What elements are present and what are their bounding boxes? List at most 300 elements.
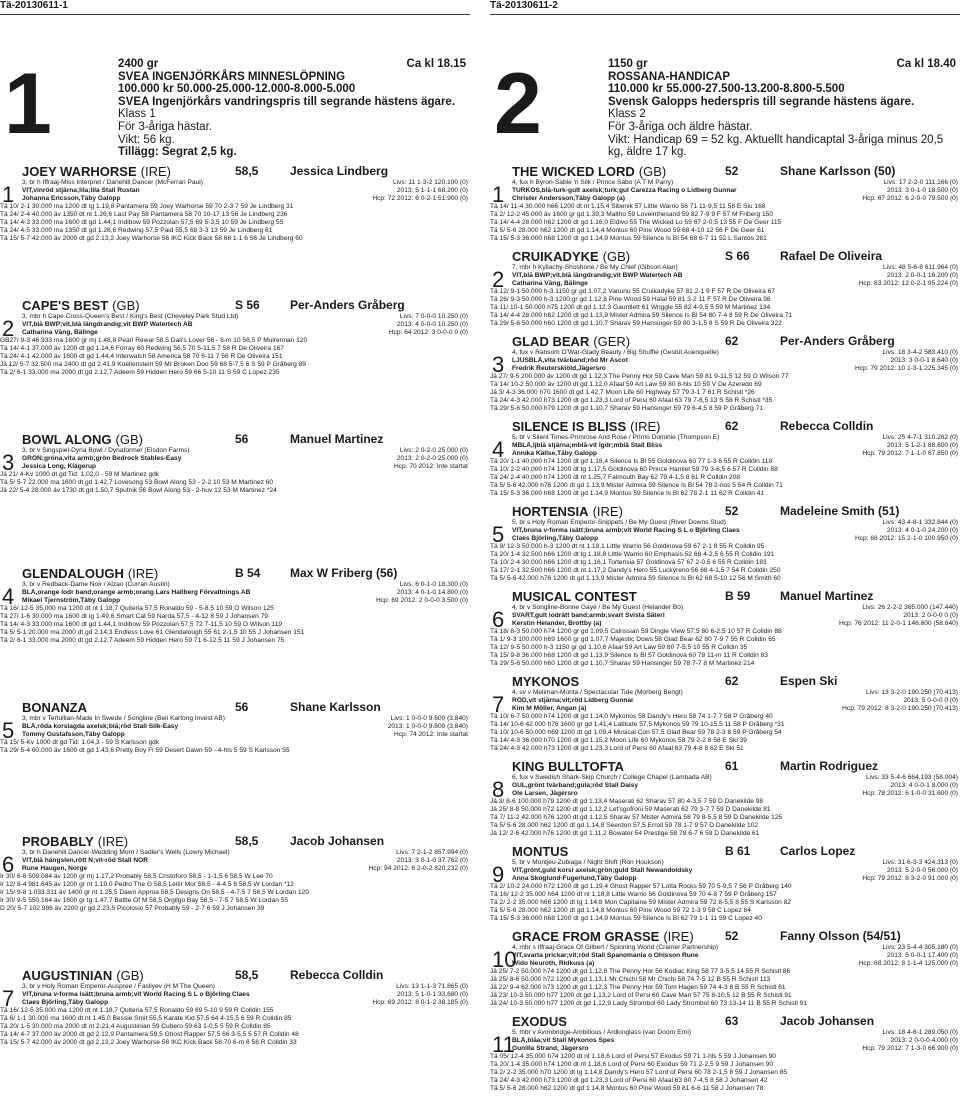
horse-weight: 56 <box>235 700 249 714</box>
horse-name-row <box>0 566 470 581</box>
horse-pedigree: 4, br v Songline-Bonne Gayé / Be My Guest (Helander Bo) <box>512 604 684 611</box>
horse-name: PROBABLY <box>22 834 94 849</box>
horse-name: GLAD BEAR <box>512 334 590 349</box>
horse-pedigree: 4, fux v Ransom O'War-Glady Beauty / Big Shuffle (Gestüt Auenquelle) <box>512 349 719 356</box>
start-row: Tä 10/ 10-6 50.000 h69 1200 dt gd 1.09,4 Musical Con 57,5 Glad Bear 59 78 2-3 8 59 P Gråberg 54 <box>490 729 782 736</box>
start-row: Tä 14/ 4-4 28.000 h62 1200 dt gd 1.13,9 Mister Admira 59 Silence Is Bl 54 80 7-4 8 59 R De Oliveira 71 <box>490 312 793 319</box>
horse-info-row <box>490 434 960 442</box>
horse-jockey: Manuel Martinez <box>290 432 384 446</box>
horse-name-row <box>490 1014 960 1029</box>
horse-livs: Livs: 31 6-3-3 424.313 (0) <box>882 859 958 866</box>
start-row: Tä 5/ 5-6 28.000 h62 1200 dt gd 1.14,8 Montus 60 Pine Wood 59 72 1-3 9 58 C Lopez 84 <box>490 907 751 914</box>
race-distance: 2400 gr <box>118 58 159 70</box>
horse-name-row <box>490 504 960 519</box>
horse-pedigree: 7, mbr h Kyllachy-Shoshone / Be My Chief (Gibson Alan) <box>512 264 678 271</box>
horse-info-row <box>490 689 960 697</box>
horse-hcp: Hcp: 68 2012: 15 2-1-0 100.950 (0) <box>854 535 958 542</box>
start-row: Tä 15/ 5-7 42.000 äv 2000 dt gd 2.13,2 Joey Warhorse 56 IKC Kick Back 58 68 1-1 6 56 Je Lindberg 60 <box>0 235 303 242</box>
horse-origin: (GB) <box>115 432 143 447</box>
horse-livs: Livs: 18 3-4-2 583.410 (0) <box>882 349 958 356</box>
start-row: Tä 11/ 10-1 50.000 h75 1200 dt gd 1.12,3 Gauntlett 61 Wriggle 55 82 4-9,5 5 59 M Martinez 134 <box>490 304 771 311</box>
page-header <box>490 0 960 12</box>
horse-info-row <box>0 321 470 329</box>
race-header <box>0 58 470 158</box>
start-row: Tä 2/ 6-1 33.000 ma 2000 dt gd 2.12,7 Adeem 59 Hidden Hero 59 66 5-10 11 S 59 C Lopez 235 <box>0 369 280 376</box>
horse-number: 8 <box>492 777 505 802</box>
horse-info-row <box>490 612 960 620</box>
horse-info-row <box>490 365 960 373</box>
race-time: Ca kl 18.15 <box>406 58 466 70</box>
horse-colors: GUL,grönt tvärband;gula;röd Stall Daisy <box>512 782 639 789</box>
horse-colors: VIT,bruna v-forma isätt;bruna armb;vit World Racing S L o Björling Claes <box>22 991 250 998</box>
horse-info-row <box>490 697 960 705</box>
horse-entry <box>490 249 960 334</box>
horse-jockey: Espen Ski <box>780 674 838 688</box>
start-row: Tä 5/ 5-6 28.000 h62 1200 dt gd 1.14,8 Montus 60 Pine Wood 59 81 6-6 11 58 J Johansen 78 <box>490 1085 764 1092</box>
horse-number: 9 <box>492 862 505 887</box>
horse-jockey: Manuel Martinez <box>780 589 874 603</box>
start-row: Tä 1/ 9-3 100.000 h69 1600 gr gd 1.07,7 Majestic Dows 58 Glad Bear 62 80 7-9 7 55 R Colldin 65 <box>490 636 776 643</box>
horse-weight: 58,5 <box>235 834 259 848</box>
horse-colors: VIT,blå BWP;vit,blå längdrandig;vit BWP Watertech AB <box>22 321 193 328</box>
start-row: Tä 5/ 5-6 42.000 h76 1200 dt gd 1.13,9 Mister Admira 59 Silence Is Bl 62 68 5-10 12 56 M Smith 60 <box>490 575 781 582</box>
start-row: Tä 2/ 12-2 45.000 äv 1600 gr gd 1.39,3 Maltho 59 Loveinthesand 59 82 7-9 9 F 57 M Friberg 150 <box>490 211 773 218</box>
horse-info-row <box>0 455 470 463</box>
race-distance: 1150 gr <box>608 58 648 70</box>
horse-y2013: 2013: 5 1-1-1 68.200 (0) <box>396 187 468 194</box>
race-prizes: 100.000 kr 50.000-25.000-12.000-8.000-5.000 <box>118 83 356 96</box>
horse-y2013: 2013: 2 0-0-0 4.000 (0) <box>890 1037 958 1044</box>
horse-name: GRACE FROM GRASSE <box>512 929 660 944</box>
horse-jockey: Max W Friberg (56) <box>290 566 398 580</box>
horse-entry <box>0 700 470 834</box>
horse-info-row <box>490 790 960 798</box>
horse-info-row <box>0 865 470 873</box>
start-row: Tä 15/ 5-3 36.000 h68 1200 dt gd 1.14,9 Montus 59 Silence Is Bl 62 78 2-1 11 62 R Colldin 41 <box>490 490 765 497</box>
horse-info-row <box>490 195 960 203</box>
horse-hcp: Hcp: 70 2012: Inte startat <box>393 463 468 470</box>
start-row: Jä 21/ 4-Kv 1000 dt gd Tid: 1.02,0 - 59 M Martinez gdk <box>0 471 160 478</box>
horse-info-row <box>490 782 960 790</box>
horse-y2013: 2013: 5 0-0-0 0 (0) <box>903 697 958 704</box>
horse-name-row <box>490 674 960 689</box>
horse-pedigree: 5, br v Silent Times-Primrose And Rose / Primo Dominie (Thompson E) <box>512 434 720 441</box>
horse-number: 1 <box>492 182 505 207</box>
horse-info-row <box>0 983 470 991</box>
horse-info-row <box>490 774 960 782</box>
horse-hcp: Hcp: 67 2012: 6 2-0-0 79.500 (0) <box>862 195 958 202</box>
horse-name-row <box>490 249 960 264</box>
horse-name: AUGUSTINIAN <box>22 968 113 983</box>
horse-number: 4 <box>492 437 505 462</box>
horse-name: EXODUS <box>512 1014 567 1029</box>
horse-origin: (GB) <box>112 298 140 313</box>
horse-colors: MBLÅ,ljblå stjärna;mblå-vit lgdr;mblå Stall Bliss <box>512 442 663 449</box>
horse-colors: GRÖN;gröna,vita armb;grön Bedrock Stables-Easy <box>22 455 182 462</box>
horse-name-row <box>490 929 960 944</box>
horse-hcp: Hcp: 79 2012: 7 1-1-0 67.850 (0) <box>862 450 958 457</box>
horse-entry <box>490 419 960 504</box>
header-rule <box>0 14 470 15</box>
horse-info-row <box>490 187 960 195</box>
horse-number: 1 <box>2 182 15 207</box>
horse-trainer: Jessica Long, Klägerup <box>22 463 97 470</box>
horse-name: HORTENSIA <box>512 504 589 519</box>
start-row: Tä 18/ 8-3 50.000 h74 1200 gr gd 1.09,5 Calrissian 59 Dingle View 57,5 80 6-2,5 10 57 R Colldin 88 <box>490 628 782 635</box>
horse-info-row <box>0 589 470 597</box>
start-row: Tä 15/ 5-7 42.000 äv 2000 dt gd 2.13,2 Joey Warhorse 56 IKC Kick Back 58 70 6-m 6 58 R Colldin 33 <box>0 1039 297 1046</box>
start-row: Tä 15/ 5-3 36.000 h68 1200 dt gd 1.14,9 Montus 59 Silence Is Bl 54 68 6-7 11 52 L Santos 281 <box>490 235 767 242</box>
horse-weight: 58,5 <box>235 164 259 178</box>
horse-colors: BLÅ,röda korslagda axelsk;blå;röd Stall Silk-Easy <box>22 723 179 730</box>
start-row: Tä 10/ 2-1 30.000 ma 1200 dt tg 1.19,8 Pantamera 59 Joey Warhorse 59 70 2-3 7 59 Je Lindberg 31 <box>0 203 294 210</box>
horse-pedigree: 4, fux h Byron-Sable 'n Silk / Prince Sabo (A T M Parry) <box>512 179 674 186</box>
start-row: Tä 5/ 5-6 28.000 h62 1200 dt gd 1.14,4 Montus 60 Pine Wood 59 68 4-10 12 56 F De Geer 61 <box>490 227 765 234</box>
start-row: Tä 20/ 1-1 40.000 h74 1200 dt gd 1.18,4 Silence Is Bl 55 Goldinova 60 77 1-3 6 55 R Colldin 118 <box>490 458 773 465</box>
start-row: Ir 30/ 6-6 509.084 äv 1200 gr mj 1.17,2 Probably 58,5 Cristoforo 58,5 - 1-1,5 6 58,5 W Lee 70 <box>0 873 273 880</box>
horse-list <box>0 164 470 1102</box>
start-row: Ir 30/ 9-5 550.164 äv 1600 gr tg 1.47,7 Battle Of M 58,5 Orgilgo Bay 58,5 - 7-5 7 58,5 W Lordan 55 <box>0 897 289 904</box>
horse-livs: Livs: 23 5-4-4 305.180 (0) <box>882 944 958 951</box>
horse-name-row <box>0 432 470 447</box>
horse-name: GLENDALOUGH <box>22 566 124 581</box>
race-weight: Vikt: 56 kg. <box>118 133 175 146</box>
horse-jockey: Rebecca Colldin <box>290 968 384 982</box>
horse-pedigree: 3, br h Iffraaj-Miss Interpret / Danehill Dancer (McFerran Paul) <box>22 179 203 186</box>
horse-name-row <box>490 844 960 859</box>
start-row: Tä 24/ 4-3 42.000 h73 1200 dt gd 1.23,3 Lord of Persi 60 Afaal 63 79 7-6,5 13 S 58 R Schistl *35 <box>490 397 773 404</box>
horse-origin: (IRE) <box>127 566 159 581</box>
start-row: Jä 24/ 10-3 50.000 h77 1200 dt gd 1.12,9 Lady Strombol 60 Lady Strombol 60 73 13-14 11 B 55 R Schistl 91 <box>490 1000 807 1007</box>
horse-info-row <box>490 944 960 952</box>
horse-y2013: 2013: 5 1-0-1 33.680 (0) <box>396 991 468 998</box>
horse-name: MUSICAL CONTEST <box>512 589 637 604</box>
start-row: Tä 14/ 4-4 28.000 h62 1200 dt gd 1.16,0 Eldivo 55 The Wicked Lo 55 67 2-0,5 13 55 F De Geer 115 <box>490 219 782 226</box>
horse-colors: TURKOS,blå-turk-gult axelsk;turk;gul Carezza Racing o Lidberg Gunnar <box>512 187 737 194</box>
horse-trainer: Anna Skoglund-Fugerlund,Täby Galopp <box>512 875 637 882</box>
start-row: Jä 27/ 9-5 200.000 äv 1200 dt gd 1.12,3 The Penny Hor 59 Cave Man 59 81 9-11,5 12 59 O Wilson 77 <box>490 373 789 380</box>
horse-pedigree: 4, sv v Meliman-Monta / Spectacular Tide (Morberg Bengt) <box>512 689 683 696</box>
horse-hcp: Hcp: 69 2012: 8 0-1-2 38.185 (0) <box>372 999 468 1006</box>
horse-livs: Livs: 43 4-8-1 332.844 (0) <box>882 519 958 526</box>
horse-jockey: Jessica Lindberg <box>290 164 389 178</box>
horse-trainer: Fredrik Reuterskiöld,Jägersro <box>512 365 606 372</box>
start-row: Tä 15/ 5-Kv 1000 dt gd Tid: 1.04,3 - 59 S Karlsson gdk <box>0 739 160 746</box>
horse-number: 2 <box>2 316 15 341</box>
horse-colors: BLÅ,orange lodr band;orange armb;orang Lars Hallberg Förvaltnings AB <box>22 589 251 596</box>
horse-pedigree: 5, br s Holy Roman Emperor-Snippets / Be My Guest (River Downs Stud) <box>512 519 727 526</box>
horse-jockey: Shane Karlsson <box>290 700 381 714</box>
horse-weight: B 61 <box>725 844 751 858</box>
start-row: Tä 2/ 6-1 33.000 ma 2000 dt gd 2.12,7 Adeem 59 Hidden Hero 59 71 6-12,5 11 59 J Johansen 75 <box>0 637 285 644</box>
start-row: Jä 22/ 5-4 28.000 äv 1730 dt gd 1.50,7 Sputnik 56 Bowl Along 53 - 2-huv 12 53 M Martinez *24 <box>0 487 277 494</box>
horse-origin: (IRE) <box>97 834 129 849</box>
start-row: D 20/ 5-7 102.986 äv 2200 gr gd 2.23,5 Picolosio 57 Probably 59 - 2-7 6 59 J Johansen 39 <box>0 905 265 912</box>
start-row: Tä 5/ 5-1 20.000 ma 2000 dt gd 2.14,3 Endless Love 61 Glendalough 55 61 2-1,5 10 55 J Johansen 151 <box>0 629 305 636</box>
horse-trainer: Catharina Vång, Bälinge <box>512 280 588 287</box>
horse-colors: VIT,bruna v-forma isätt;bruna armb;vit World Racing S L o Björling Claes <box>512 527 740 534</box>
horse-livs: Livs: 33 5-4-6 664.193 (58.004) <box>865 774 958 781</box>
horse-entry <box>0 298 470 432</box>
horse-hcp: Hcp: 83 2012: 12 0-2-1 95.224 (0) <box>858 280 958 287</box>
horse-hcp: Hcp: 69 2012: 2 0-0-0 3.500 (0) <box>375 597 468 604</box>
start-row: Tä 14/ 4-3 33.000 ma 1600 dt gd 1.44,1 Indibow 59 Pozzolan 57,5 69 5-3,5 10 59 Je Lindberg 55 <box>0 219 284 226</box>
horse-jockey: Jacob Johansen <box>290 834 385 848</box>
start-row: Tä 16/ 12-2 35.000 h64 1200 dt nt 1.18,8 Little Warrio 56 Goldinova 59 70 4-8 7 59 P Gråberg 157 <box>490 891 777 898</box>
horse-info-row <box>490 604 960 612</box>
horse-info-row <box>490 1029 960 1037</box>
start-row: Tä 10/ 2-4 30.000 h66 1200 dt tg 1.16,1 Tortensia 57 Goldinova 57 67 2-0,5 6 55 R Colldin 183 <box>490 559 767 566</box>
horse-name: CRUIKADYKE <box>512 249 599 264</box>
horse-pedigree: 3, br h Danehill Dancer-Wedding Morn / Sadler's Wells (Lowry Michael) <box>22 849 230 856</box>
horse-entry <box>490 1014 960 1099</box>
start-row: Tä 24/ 2-4 40.000 h74 1200 dt nt 1.25,7 Falmouth Bay 62 79 4-1,5 8 61 R Colldin 208 <box>490 474 741 481</box>
start-row: Jä 23/ 10-3 50.000 h77 1200 dt gd 1.13,2 Lord of Persi 60 Cave Man 57 75 8-10,5 12 B 55 R Schistl 91 <box>490 992 792 999</box>
horse-y2013: 2013: 3 0-0-1 8.640 (0) <box>890 357 958 364</box>
start-row: Jä 22/ 9-4 62.000 h73 1200 dt gd 1.12,3 The Penny Hor 59 Tom Hagen 59 74 4-3 8 B 55 R Schistl 61 <box>490 984 786 991</box>
start-row: Tä 14/ 11-4 30.000 h66 1200 dt nt 1.15,4 Sibenik 57 Little Warrio 56 71 11-9,5 11 58 E Siu 168 <box>490 203 766 210</box>
horse-origin: (IRE) <box>663 929 694 944</box>
horse-livs: Livs: 26 2-2-2 365.000 (147.440) <box>862 604 958 611</box>
race-title: SVEA INGENJÖRKÅRS MINNESLÖPNING <box>118 70 346 83</box>
horse-livs: Livs: 48 5-6-8 611.964 (0) <box>882 264 958 271</box>
start-row: Jä 12/ 5-7 32.500 ma 2400 dt gd 2.41,9 Koellenstein 59 Mr Broken Doo 59 68 5-7,5 6 S 59 P Gråberg 89 <box>0 361 306 368</box>
horse-info-row <box>490 952 960 960</box>
horse-info-row <box>490 1045 960 1053</box>
horse-y2013: 2013: 2 0-0-0 0 (0) <box>903 612 958 619</box>
race-header <box>490 58 960 158</box>
start-row: Tä 2/ 10-2 24.000 h72 1200 dt gd 1.19,4 Ghost Rapper 57 Lotta Rocks 59 70 5-9,5 7 56 P Gråberg 140 <box>490 883 792 890</box>
horse-list <box>490 164 960 1099</box>
page-header-text: Tä-20130611-1 <box>0 0 68 11</box>
horse-info-row <box>490 705 960 713</box>
start-row: Jä 3/ 8-6 100.000 h79 1200 dt gd 1.13,4 Maserati 62 Sharav 57 80 4-3,5 7 59 D Danekilde 98 <box>490 798 764 805</box>
horse-livs: Livs: 25 4-7-1 310.262 (0) <box>882 434 958 441</box>
start-row: Tä 12/ 9-1 50.000 h-3 1150 gr gd 1.07,2 Vanunu 55 Cruikadyke 57 81 2-1 9 F 57 R De Oliveira 67 <box>490 288 775 295</box>
horse-y2013: 2013: 5 0-0-1 17.400 (0) <box>886 952 958 959</box>
horse-name: KING BULLTOFTA <box>512 759 624 774</box>
start-row: Tä 29/ 5-6 50.000 h79 1200 dt gd 1.10,7 Sharav 59 Hansinger 59 79 6-4,5 8 59 P Gråberg 71 <box>490 405 763 412</box>
start-row: Tä 6/ 1-1 30.000 ma 1600 dt nt 1.45,0 Bessie Smit 55,5 Karate Kid 57,5 64 4-15,5 6 59 R Colldin 85 <box>0 1015 292 1022</box>
horse-info-row <box>490 960 960 968</box>
start-row: Tä 12/ 9-5 50.000 h-3 1150 gr gd 1.10,6 Afaal 59 Art Law 59 80 7-5,5 10 55 R Colldin 35 <box>490 644 748 651</box>
horse-name: JOEY WARHORSE <box>22 164 137 179</box>
horse-trainer: Annika Källse,Täby Galopp <box>512 450 598 457</box>
race-weight: Vikt: Handicap 69 = 52 kg. Aktuellt handicaptal 3-åriga minus 20,5 kg, äldre 17 kg. <box>608 133 944 159</box>
horse-jockey: Martin Rodriguez <box>780 759 878 773</box>
horse-pedigree: 3, br v Holy Roman Emperor-Auspree / Fasliyev (H M The Queen) <box>22 983 215 990</box>
horse-jockey: Rebecca Colldin <box>780 419 874 433</box>
horse-y2013: 2013: 2 0-0-1 16.200 (0) <box>886 272 958 279</box>
horse-info-row <box>0 463 470 471</box>
horse-weight: 56 <box>235 432 249 446</box>
horse-info-row <box>0 991 470 999</box>
horse-colors: BLÅ,blåa;vit Stall Mykonos Spes <box>512 1037 615 1044</box>
horse-name: MYKONOS <box>512 674 580 689</box>
horse-entry <box>0 164 470 298</box>
start-row: Ir 12/ 8-4 981.645 äv 1200 gr nt 1.19,0 Pedro The G 58,5 Leitir Mor 58,5 - 4-4,5 6 58,5 W Lordan *12 <box>0 881 294 888</box>
horse-info-row <box>490 357 960 365</box>
race-sponsor: SVEA Ingenjörkårs vandringspris till segrande hästens ägare. <box>118 95 456 108</box>
horse-name: BONANZA <box>22 700 87 715</box>
horse-y2013: 2013: 4 0-1-0 24.200 (0) <box>886 527 958 534</box>
horse-hcp: Hcp: 76 2012: 11 2-0-1 146.600 (58.640) <box>838 620 958 627</box>
horse-livs: Livs: 2 0-2-0 25.000 (0) <box>399 447 468 454</box>
horse-info-row <box>490 280 960 288</box>
horse-weight: B 59 <box>725 589 751 603</box>
horse-number: 3 <box>2 450 15 475</box>
horse-trainer: Claes Björling,Täby Galopp <box>512 535 599 542</box>
horse-entry <box>490 164 960 249</box>
horse-info-row <box>490 1037 960 1045</box>
race-number: 2 <box>494 56 542 152</box>
horse-entry <box>490 334 960 419</box>
horse-info-row <box>490 519 960 527</box>
start-row: Tä 5/ 5-6 28.000 h62 1200 dt gd 1.14,8 Seerdon 57,5 Erroll 59 78 1-7 9 57 D Danekilde 102 <box>490 822 758 829</box>
horse-info-row <box>0 179 470 187</box>
horse-weight: 62 <box>725 334 739 348</box>
race-time: Ca kl 18.40 <box>896 58 956 70</box>
horse-number: 6 <box>492 607 505 632</box>
horse-livs: Livs: 13 3-2-0 190.250 (70.413) <box>865 689 958 696</box>
start-row: Tä 14/ 4-7 37.000 äv 2000 dt gd 2.12,9 Pantamera 59,5 Ghost Rapper 57,5 66 3-5,5 5 57 R Colldin 48 <box>0 1031 299 1038</box>
start-row: Tä 10/ 2-2 40.000 h74 1200 dt tg 1.17,5 Goldinova 60 Prince Hamlet 59 79 3-6,5 6 57 R Colldin 88 <box>490 466 778 473</box>
horse-weight: 58,5 <box>235 968 259 982</box>
horse-info-row <box>0 313 470 321</box>
horse-entry <box>490 929 960 1014</box>
horse-trainer: Rune Haugen, Norge <box>22 865 88 872</box>
race-sponsor: Svensk Galopps hederspris till segrande hästens ägare. <box>608 95 915 108</box>
horse-jockey: Per-Anders Gråberg <box>290 298 405 312</box>
horse-livs: Livs: 7 2-1-2 857.994 (0) <box>396 849 468 856</box>
horse-colors: VIT,blå hängslen,rött N;vit-röd Stall NOR <box>22 857 149 864</box>
horse-entry <box>0 834 470 968</box>
horse-info-row <box>0 187 470 195</box>
start-row: Tä 15/ 9-8 36.000 h68 1200 dt gd 1.13,9 Silence Is Bl 57 Goldinova 60 78 11-m 11 R Colldin 63 <box>490 652 768 659</box>
start-row: Tä 14/ 4-3 36.000 h70 1200 dt gd 1.15,2 Moon Life 60 Mykonos 58 79 2-2 8 58 E Ski 39 <box>490 737 747 744</box>
horse-weight: 62 <box>725 419 739 433</box>
horse-info-row <box>0 723 470 731</box>
start-row: Tä 24/ 2-4 40.000 äv 1350 dt nt 1.26,6 Last Pay 58 Pantamera 58 70 10-17 13 56 Je Lindberg 236 <box>0 211 288 218</box>
horse-info-row <box>0 731 470 739</box>
horse-jockey: Carlos Lopez <box>780 844 856 858</box>
horse-jockey: Shane Karlsson (50) <box>780 164 896 178</box>
horse-origin: (IRE) <box>592 504 623 519</box>
horse-trainer: Kerstin Helander, Brottby (a) <box>512 620 602 627</box>
horse-name-row <box>0 968 470 983</box>
start-row: Tä 29/ 5-6 50.000 h60 1200 dt gd 1.10,7 Sharav 59 Hansinger 59 78 7-7 8 M Martinez 214 <box>490 660 755 667</box>
start-row: Tä 29/ 5-6 50.000 h60 1200 dt gd 1.10,7 Sharav 59 Hansinger 59 80 3-1,5 8 S 59 R De Oliveira 322 <box>490 320 782 327</box>
horse-name-row <box>0 164 470 179</box>
horse-colors: VIT,blå BWP;vit,blå längdrandig;vit BWP Watertech AB <box>512 272 683 279</box>
horse-weight: B 54 <box>235 566 261 580</box>
horse-name: MONTUS <box>512 844 569 859</box>
start-row: Tä 14/ 10-2 50.000 äv 1200 dt gd 1.12,0 Afaal 59 Art Law 59 80 8-hls 10 59 V De Azeredo 69 <box>490 381 762 388</box>
start-row: Tä 20/ 1-5 30.000 ma 2000 dt nt 2.21,4 Augustinian 59 Cubero 59 63 1-0,5 5 59 R Colldin 85 <box>0 1023 271 1030</box>
horse-name-row <box>0 700 470 715</box>
horse-entry <box>0 968 470 1102</box>
horse-entry <box>0 566 470 700</box>
start-row: Jä 25/ 7-2 50.000 h74 1200 dt gd 1.12,8 The Penny Hor 56 Kodiac King 58 77 3-5,5 14 55 R Schistl 86 <box>490 968 791 975</box>
horse-name-row <box>490 164 960 179</box>
start-row: Jä 25/ 8-6 50.000 h72 1200 dt gd 1.13,1 Mr Chichi 58 Mr Chichi 58 74 7-5 12 B 55 R Schistl 113 <box>490 976 771 983</box>
horse-number: 3 <box>492 352 505 377</box>
race-info <box>118 58 470 159</box>
horse-jockey: Per-Anders Gråberg <box>780 334 895 348</box>
horse-info-row <box>490 535 960 543</box>
horse-pedigree: 3, br v Singspiel-Dyna Bowl / Dynaformer (Elsdon Farms) <box>22 447 190 454</box>
start-row: Tä 5/ 5-6 42.000 h76 1200 dt gd 1.13,9 Mister Admira 59 Silence Is Bl 54 78 2-nos 5 54 R Colldin 71 <box>490 482 783 489</box>
start-row: Tä 2/ 2-2 35.000 h66 1200 dt tg 1.14,8 Mon Capitaine 59 Mister Admira 59 72 8-5,5 8 55 S Karlsson 82 <box>490 899 791 906</box>
horse-livs: Livs: 7 0-0-0 10.250 (0) <box>399 313 468 320</box>
horse-number: 10 <box>492 947 517 972</box>
horse-y2013: 2013: 4 0-0-0 10.250 (0) <box>396 321 468 328</box>
page-left <box>0 0 470 1111</box>
horse-info-row <box>490 867 960 875</box>
start-row: Tä 26/ 9-3 50.000 h-3 1200 gr gd 1.12,8 Pine Wood 59 Halal 59 81 3-2 11 F 57 R De Oliveira 98 <box>490 296 771 303</box>
horse-entry <box>490 674 960 759</box>
horse-entry <box>490 759 960 844</box>
race-class: Klass 2 <box>608 108 646 121</box>
horse-weight: S 56 <box>235 298 260 312</box>
horse-info-row <box>0 195 470 203</box>
horse-pedigree: 4, mbr s Iffraaj-Grace Of Gilbert / Spinning World (Cramer Partnership) <box>512 944 719 951</box>
horse-origin: (IRE) <box>630 419 661 434</box>
start-row: Jä 3/ 4-3 36.000 h70 1600 dt gd 1.42,7 Moon Life 60 Highway 57 79 3-1 7 61 R Schistl *26 <box>490 389 755 396</box>
start-row: Tä 14/ 4-1 37.000 äv 1200 dt gd 1.14,6 Forray 60 Redwing 56,5 70 5-11,5 7 58 R De Oliveira 167 <box>0 345 284 352</box>
race-info <box>608 58 960 159</box>
horse-trainer: Johanna Ericsson,Täby Galopp <box>22 195 121 202</box>
start-row: Tä 5/ 5-7 22.000 ma 1600 dt gd 1.42,7 Lovesong 53 Bowl Along 53 - 2-2 10 53 M Martinez 60 <box>0 479 274 486</box>
start-row: Tä 24/ 4-3 42.000 h73 1200 dt gd 1.23,3 Lord of Persi 60 Afaal 63 80 7-4,5 8 58 J Johansen 42 <box>490 1077 768 1084</box>
horse-weight: 52 <box>725 929 739 943</box>
start-row: Tä 05/ 12-4 35.000 h74 1200 dt nt 1.18,6 Lord of Persi 57 Exodus 59 71 1-hls 5 59 J Johansen 90 <box>490 1053 776 1060</box>
start-row: Tä 9/ 12-3 50.000 h-3 1200 dt nt 1.18,1 Little Warrio 56 Goldinova 59 67 2-1 8 55 R Colldin 95 <box>490 543 765 550</box>
horse-y2013: 2013: 5 1-2-1 88.600 (0) <box>886 442 958 449</box>
race-class: Klass 1 <box>118 108 156 121</box>
horse-colors: VIT,grönt,guld korsl axelsk;grön;guld Stall Newandoldsky <box>512 867 693 874</box>
horse-name-row <box>490 419 960 434</box>
horse-info-row <box>0 857 470 865</box>
start-row: Tä 16/ 12-5 35.000 ma 1200 dt nt 1.18,7 Quiteria 57,5 Ronaldo 59 69 5-10 9 59 R Colldin 155 <box>0 1007 274 1014</box>
horse-y2013: 2013: 4 0-1-0 14.800 (0) <box>396 589 468 596</box>
horse-y2013: 2013: 4 0-0-1 8.000 (0) <box>890 782 958 789</box>
race-number: 1 <box>4 56 52 152</box>
race-prizes: 110.000 kr 55.000-27.500-13.200-8.800-5.500 <box>608 83 845 96</box>
horse-colors: SVART,gult lodrätt band;armb;svart Svista Säteri <box>512 612 665 619</box>
horse-info-row <box>0 999 470 1007</box>
horse-name-row <box>490 334 960 349</box>
horse-hcp: Hcp: 74 2012: Inte startat <box>393 731 468 738</box>
horse-pedigree: 3, mbr v Tertullian-Made In Swede / Songline (Beli Kartong Invest AB) <box>22 715 225 722</box>
horse-y2013: 2013: 1 0-0-0 9.600 (3.840) <box>387 723 468 730</box>
horse-hcp: Hcp: 79 2012: 10 1-3-1 225.345 (0) <box>854 365 958 372</box>
horse-origin: (GB) <box>638 164 667 179</box>
start-row: Tä 15/ 5-3 36.000 h68 1200 dt gd 1.14,9 Montus 59 Silence Is Bl 62 79 1-1 11 59 C Lopez 40 <box>490 915 762 922</box>
horse-livs: Livs: 1 0-0-0 9.600 (3.840) <box>390 715 468 722</box>
horse-entry <box>490 504 960 589</box>
horse-info-row <box>490 264 960 272</box>
start-row: Tä 17/ 2-1 32.500 h66 1200 dt nt 1.17,2 Dandy's Hero 55 Luckyreno 56 68 4-1,5 7 54 R Colldin 250 <box>490 567 781 574</box>
horse-origin: (IRE) <box>140 164 171 179</box>
start-row: Tä 7/ 11-2 42.000 h76 1200 dt gd 1.12,5 Sharav 57 Mister Admira 58 79 8-5,5 8 59 D Danekilde 125 <box>490 814 783 821</box>
horse-hcp: Hcp: 78 2012: 6 1-0-0 31.600 (0) <box>862 790 958 797</box>
race-conditions: För 3-åriga hästar. <box>118 120 212 133</box>
horse-name: CAPE'S BEST <box>22 298 109 313</box>
horse-jockey: Jacob Johansen <box>780 1014 875 1028</box>
race-title: ROSSANA-HANDICAP <box>608 70 731 83</box>
horse-hcp: Hcp: 72 2012: 6 0-2-1 51.900 (0) <box>372 195 468 202</box>
